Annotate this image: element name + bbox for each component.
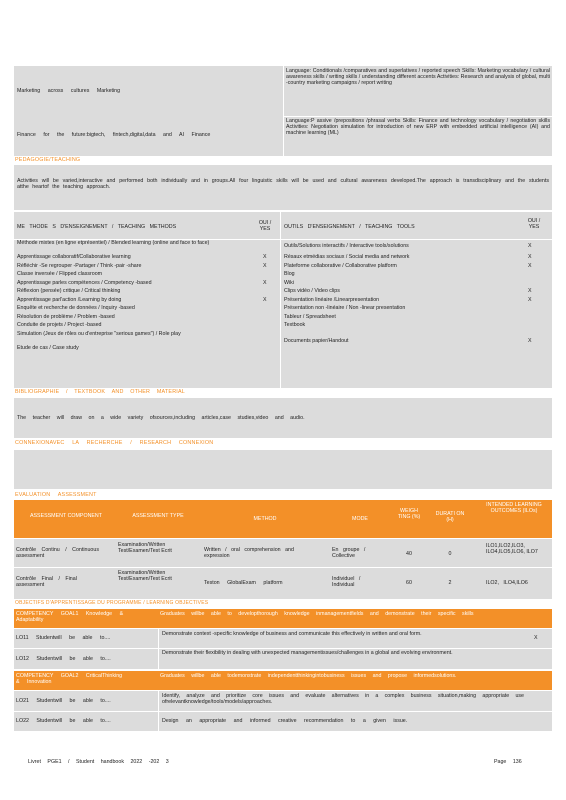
methods-col-divider: [280, 212, 281, 388]
tool-item: [284, 338, 550, 347]
lo-right: Design an appropriate and informed creative recommendation to a given issue.: [162, 718, 408, 724]
method-item: [17, 322, 279, 331]
footer-page-number: Page 136: [494, 759, 522, 765]
goal2-left: COMPETENCY GOAL2 CriticalThinking & Innovation: [16, 673, 123, 686]
top-row-1-right: [286, 68, 550, 86]
eval-cell-type: Examination/Written Test/Examen/Test Ecrit: [118, 570, 172, 583]
biblio-box: [14, 398, 552, 438]
footer-left: Livret PGE1 / Student handbook 2022 -202 3: [28, 759, 169, 765]
lo-row-divider: [14, 648, 552, 649]
eval-cell-mode: Individuel / Individual: [332, 576, 361, 589]
method-item-label: Classe inversée / Flipped classroom: [17, 271, 103, 277]
methods-right-list: [284, 243, 550, 347]
method-item-yes: X: [263, 279, 267, 286]
method-item: [17, 297, 279, 306]
tool-item-label: Outils/Solutions interactifs / Interactive tools/solutions: [284, 243, 409, 249]
tool-item-label: Résaux etmédias sociaux / Social media and network: [284, 254, 410, 260]
lo-right: Demonstrate context -specific knowledge of business and communicate this effectively in written and oral form.: [162, 631, 422, 637]
tool-item-label: Plateforme collaborative / Collaborative platform: [284, 262, 397, 269]
tool-item-label: Tableur / Spreadsheet: [284, 313, 336, 320]
goal2-bar: [14, 671, 552, 690]
lo-row-divider: [14, 711, 552, 712]
top-col-divider: [283, 66, 284, 156]
method-item: [17, 288, 279, 297]
connexion-box: [14, 450, 552, 489]
top-row-1-left: [17, 88, 277, 94]
method-item-label: Apprentissage parl'action /Learning by doing: [17, 296, 122, 303]
evaluation-heading: EVALUATION ASSESSMENT: [15, 492, 97, 498]
tool-item-yes: X: [528, 254, 532, 260]
goal1-bar: [14, 609, 552, 628]
method-item-label: Réflexion (pensée) critique / Critical thinking: [17, 288, 121, 294]
lo-left: LO22 Studentwill be able to....: [16, 718, 111, 724]
top-row-divider: [284, 116, 552, 117]
top-row-2-right: [286, 118, 550, 136]
lo-left: LO11 Studentwill be able to....: [16, 635, 111, 641]
method-item: [17, 240, 279, 254]
tool-item: [284, 314, 550, 323]
eval-header-weighting: WEIGH TING (%): [397, 508, 421, 521]
lo-col-divider: [158, 629, 159, 669]
tool-item-yes: X: [528, 243, 532, 249]
lo-right: Identify, analyze and prioritize core issues and evaluate alternatives in a complex business situation,making appropriate use ofrelevantknowledge/tools/models/approaches.: [162, 693, 524, 706]
tool-item: [284, 254, 550, 263]
goal1-right: Graduates willbe able to developthorough knowledge inmanagementfields and demonstrate their specific skills: [160, 611, 474, 617]
method-item-label: Simulation (Jeux de rôles ou d'entreprise "serious games") / Role play: [17, 330, 181, 337]
method-item: [17, 280, 279, 289]
top-row-2-left: [17, 132, 277, 138]
methods-header-yes-left: OUI / YES: [258, 220, 272, 233]
eval-cell-method: Teston GlobalExam platform: [204, 580, 283, 586]
lo-left: LO21 Studentwill be able to....: [16, 698, 111, 704]
method-item-label: Conduite de projets / Project -based: [17, 322, 102, 328]
eval-cell-weighting: 40: [406, 551, 412, 557]
goal1-left: COMPETENCY GOAL1 Knowledge & Adaptability: [16, 611, 124, 624]
top-table: [14, 66, 552, 156]
lo-rows-1: [14, 629, 552, 669]
evaluation-table: [14, 500, 552, 605]
lo-left: LO12 Studentwill be able to....: [16, 656, 111, 662]
top-row-2-right-text: Language:P assive /prepositions /phrasal verbs Skills: Finance and technology vocabulary / negotiation skills Activities: Negotiation simulation for introduction of new ERP with embedded artificial intelligence (AI) and machine learning (ML): [286, 118, 550, 137]
methods-left-list: [17, 240, 279, 353]
tool-item: [284, 305, 550, 314]
method-item-label: Enquête et recherche de données / Inquiry -based: [17, 305, 135, 311]
method-item: [17, 271, 279, 280]
method-item: [17, 331, 279, 345]
methods-header-left: ME THODE S D'ENSEIGNEMENT / TEACHING METHODS: [17, 224, 177, 230]
tool-item-label: Documents papier/Handout: [284, 338, 349, 344]
evaluation-header: [14, 500, 552, 538]
eval-header-component: ASSESSMENT COMPONENT: [29, 513, 102, 519]
method-item-yes: X: [263, 262, 267, 269]
methods-table: [14, 212, 552, 388]
tool-item: [284, 322, 550, 338]
method-item-yes: X: [263, 296, 267, 303]
method-item: [17, 254, 279, 263]
tool-item: [284, 280, 550, 289]
method-item-label: Apprentissage parles compétences / Competency -based: [17, 279, 152, 286]
methods-header-right: OUTILS D'ENSEIGNEMENT / TEACHING TOOLS: [284, 224, 415, 230]
tool-item-label: Présentation non -linéaire / Non -linear presentation: [284, 305, 406, 311]
method-item: [17, 263, 279, 272]
connexion-heading: CONNEXIONAVEC LA RECHERCHE / RESEARCH CONNEXION: [15, 440, 214, 446]
top-row-1-left-text: Marketing across cultures Marketing: [17, 88, 121, 94]
lo-yes: X: [534, 635, 538, 641]
tool-item-label: Wiki: [284, 279, 295, 286]
eval-cell-ilos: ILO1,ILO2,ILO3, ILO4,ILO5,ILO6, ILO7: [486, 543, 538, 556]
method-item: [17, 305, 279, 314]
tool-item-yes: X: [528, 262, 532, 269]
method-item-label: Méthode mixtes (en ligne etprésentiel) / Blended learning (online and face to face): [17, 240, 210, 246]
tool-item-label: Blog: [284, 271, 295, 277]
eval-cell-mode: En groupe / Collective: [332, 547, 366, 560]
method-item-label: Apprentissage collaboratif/Collaborative learning: [17, 254, 131, 260]
tool-item-yes: X: [528, 338, 532, 344]
pedagogie-text: Activities will be varied,interactive and performed both individually and in groups.All four linguistic skills will be used and cultural awareness developed.The approach is transdisciplinary and the students atthe heartof the teaching approach.: [17, 178, 549, 191]
eval-header-ilos: INTENDED LEARNING OUTCOMES (ILOs): [486, 502, 542, 515]
evaluation-body: [14, 539, 552, 599]
method-item-label: Etude de cas / Case study: [17, 344, 79, 351]
lo-right: Demonstrate their flexibility in dealing with unexpected managementissues/challenges in a global and evolving environment.: [162, 650, 453, 656]
tool-item: [284, 297, 550, 306]
biblio-heading: BIBLIOGRAPHIE / TEXTBOOK AND OTHER MATERIAL: [15, 389, 185, 395]
tool-item-label: Textbook: [284, 322, 306, 328]
top-row-2-left-text: Finance for the future:bigtech, fintech,digital,data and AI Finance: [17, 132, 211, 138]
method-item: [17, 345, 279, 353]
top-row-1-right-text: Language: Conditionals /comparatives and superlatives / reported speech Skills: Marketing vocabulary / cultural awareness skills / writing skills / understanding different accents Activities: Research and analysis of global, multi -country marketing campaigns / report writing: [286, 68, 550, 87]
eval-cell-component: Contrôle Continu / Continuous assessment: [16, 547, 99, 560]
tool-item: [284, 271, 550, 280]
eval-cell-method: Written / oral comprehension and expression: [204, 547, 294, 560]
tool-item-label: Clips vidéo / Video clips: [284, 288, 340, 294]
eval-header-duration: DURATI ON (H): [435, 511, 465, 524]
tool-item-label: Présentation linéaire /Linearpresentation: [284, 296, 380, 303]
tool-item-yes: X: [528, 288, 532, 294]
tool-item: [284, 263, 550, 272]
eval-cell-weighting: 60: [406, 580, 412, 586]
biblio-text: The teacher will draw on a wide variety ofsources,including articles,case studies,video and audio.: [17, 415, 305, 421]
method-item-label: Réfléchir -Se regrouper -Partager / Think -pair -share: [17, 262, 142, 269]
method-item-yes: X: [263, 254, 267, 260]
objectives-heading: OBJECTIFS D'APPRENTISSAGE DU PROGRAMME / LEARNING OBJECTIVES: [15, 600, 209, 606]
tool-item: [284, 243, 550, 254]
eval-header-mode: MODE: [352, 516, 368, 522]
eval-row-divider: [14, 567, 552, 568]
eval-header-method: METHOD: [253, 516, 277, 522]
methods-header-yes-right: OUI / YES: [527, 218, 541, 231]
eval-header-type: ASSESSMENT TYPE: [132, 513, 184, 519]
lo-col-divider: [158, 691, 159, 731]
pedagogie-heading: PEDAGOGIE/TEACHING: [15, 157, 81, 163]
method-item: [17, 314, 279, 323]
goal2-right: Graduates willbe able todemonstrate independentthinkingintobusiness issues and propose informedsolutions.: [160, 673, 457, 679]
tool-item: [284, 288, 550, 297]
eval-cell-type: Examination/Written Test/Examen/Test Ecrit: [118, 542, 172, 555]
tool-item-yes: X: [528, 296, 532, 303]
method-item-label: Résolution de problème / Problem -based: [17, 313, 115, 320]
eval-cell-ilos: ILO2, ILO4,ILO6: [486, 580, 528, 586]
lo-rows-2: [14, 691, 552, 731]
pedagogie-box: [14, 165, 552, 210]
eval-cell-duration: 2: [448, 580, 452, 586]
eval-cell-duration: 0: [448, 551, 452, 557]
eval-cell-component: Contrôle Final / Final assessment: [16, 576, 77, 589]
